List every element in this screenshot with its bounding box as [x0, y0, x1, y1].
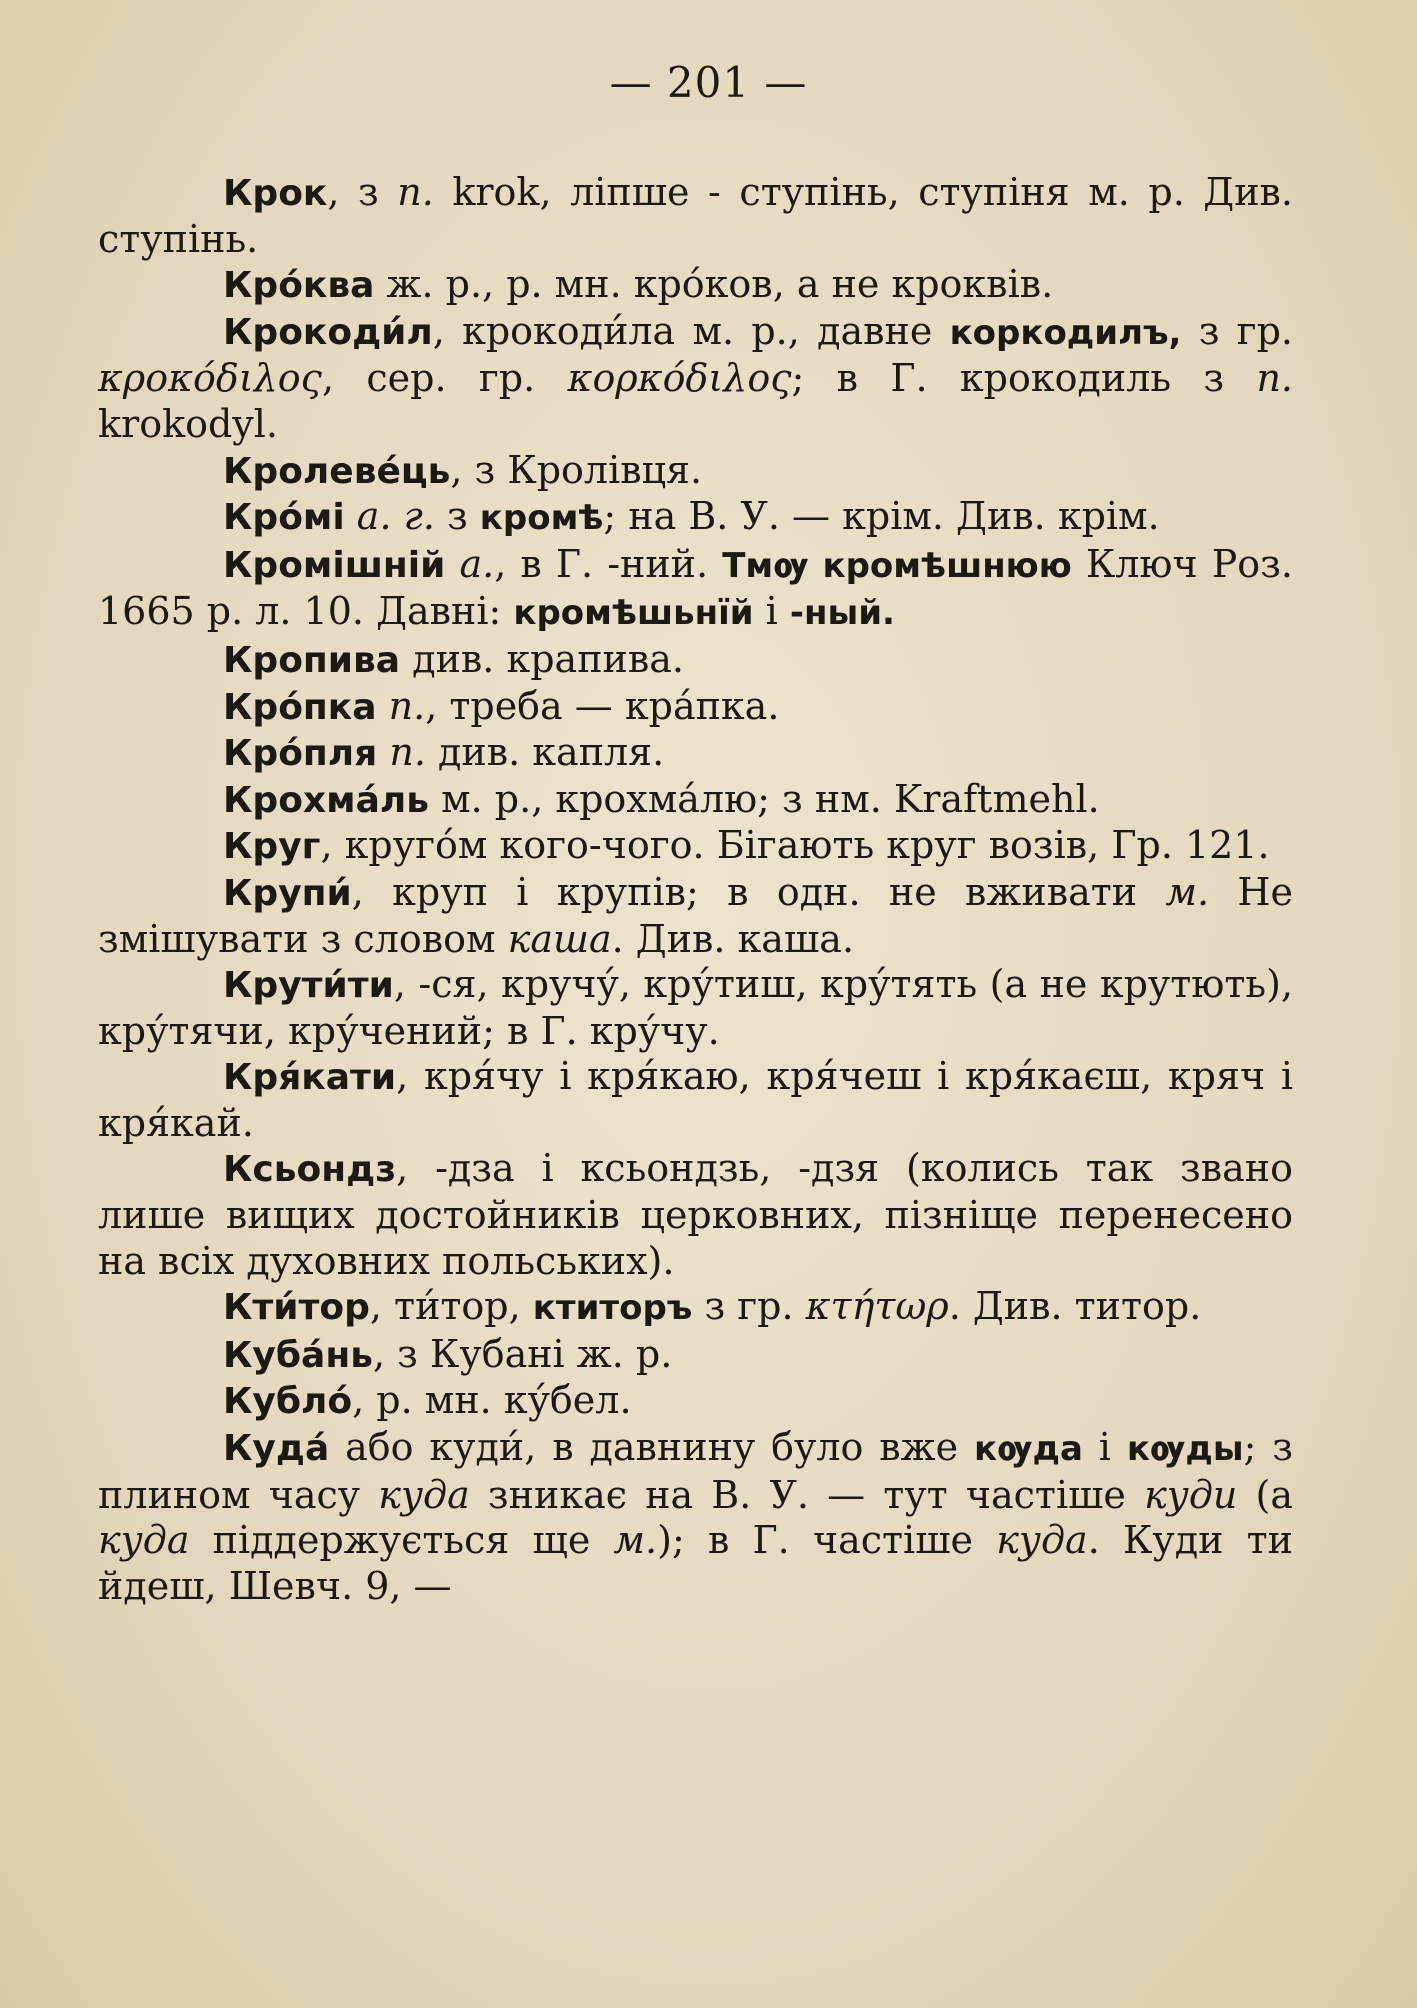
entry-headword: Кромішній — [223, 544, 446, 586]
italic-text: а. г. — [356, 494, 435, 539]
entry-text: (а — [1237, 1472, 1294, 1517]
entry-headword: Кро́ква — [223, 265, 375, 307]
entry-text: , крокоди́ла м. р., давне — [432, 308, 950, 353]
italic-text: м. — [613, 1518, 658, 1563]
entry-text: див. капля. — [425, 730, 665, 775]
italic-text: κτήτωρ — [805, 1284, 949, 1329]
entry-text: зникає на В. У. — тут частіше — [469, 1472, 1145, 1517]
entry-headword: Круг — [223, 826, 321, 868]
entry-headword: Кро́пля — [223, 733, 378, 775]
dictionary-entry — [98, 170, 1293, 262]
entry-text: . Див. титор. — [948, 1284, 1202, 1329]
entry-headword: Крохма́ль — [223, 779, 429, 821]
italic-text: κροκόδιλος — [98, 356, 322, 401]
italic-text: куди — [1144, 1472, 1238, 1517]
entry-text: ; з плином часу — [98, 1425, 1294, 1517]
entry-text: . Куди ти йдеш, Шевч. 9, — — [98, 1518, 1293, 1608]
italic-text: куда — [378, 1472, 470, 1517]
entry-text: з гр. — [1181, 308, 1293, 353]
dictionary-entry — [98, 1054, 1293, 1146]
slavonic-form: ктиторъ — [532, 1288, 693, 1329]
entry-text: , -ся, кручу́, кру́тиш, кру́тять (а не крутють), кру́тячи, кру́чений; в Г. кру́чу. — [98, 962, 1293, 1053]
slavonic-form: кромѣшьнїй — [513, 593, 754, 634]
italic-text: каша — [507, 916, 612, 961]
dictionary-entry — [98, 542, 1293, 637]
entry-headword: Куда́ — [223, 1428, 330, 1470]
entry-text: м. р., крохма́лю; з нм. Kraftmehl. — [429, 776, 1100, 821]
entry-text: , з Кролівця. — [450, 447, 703, 492]
dictionary-entry — [98, 684, 1293, 731]
entry-text: . Див. каша. — [611, 916, 855, 961]
italic-text: м. — [1165, 869, 1210, 914]
entry-text: , сер. гр. — [321, 356, 568, 401]
entry-text: піддержується ще — [189, 1518, 614, 1563]
dictionary-entry — [98, 448, 1293, 495]
entry-text: Ключ Роз. 1665 р. л. 10. Давні: — [98, 541, 1293, 634]
dictionary-entry — [98, 962, 1293, 1054]
entry-text — [377, 730, 389, 774]
italic-text: куда — [98, 1518, 190, 1563]
dictionary-entry — [98, 637, 1293, 684]
entry-text: , треба — кра́пка. — [425, 683, 780, 728]
entry-headword: Крупи́ — [223, 872, 352, 914]
slavonic-form: Тмѹ кромѣшнюю — [722, 545, 1072, 586]
italic-text: п. — [1256, 356, 1293, 401]
entry-text: , круго́м кого-чого. Бігають круг возів, Гр. 121. — [320, 823, 1270, 868]
dictionary-entry — [98, 1332, 1293, 1379]
slavonic-form: кѹда — [973, 1429, 1083, 1470]
dictionary-entries — [98, 170, 1293, 1609]
dictionary-entry — [98, 1146, 1293, 1284]
entry-text: , кря́чу і кря́каю, кря́чеш і кря́каєш, кряч і кря́кай. — [98, 1054, 1293, 1145]
entry-text: з — [434, 494, 480, 539]
entry-headword: Кро́мі — [223, 497, 345, 539]
entry-text — [345, 494, 357, 538]
entry-text: krokodyl. — [98, 401, 278, 446]
entry-text: або куди́, в давнину було вже — [329, 1425, 974, 1470]
dictionary-entry — [98, 823, 1293, 870]
entry-text: ; в Г. крокодиль з — [791, 356, 1257, 401]
entry-text — [445, 542, 459, 586]
entry-headword: Крокоди́л — [223, 311, 433, 353]
entry-headword: Кти́тор — [223, 1287, 370, 1329]
entry-headword: Кролеве́ць — [223, 450, 451, 492]
entry-text: і — [753, 589, 790, 634]
slavonic-form: коркодилъ, — [949, 312, 1182, 353]
entry-text: з гр. — [692, 1284, 806, 1329]
entry-headword: Кропива — [223, 639, 401, 681]
entry-text: ; на В. У. — крім. Див. крім. — [603, 494, 1160, 539]
entry-text: і — [1082, 1425, 1127, 1470]
entry-text: , в Г. -ний. — [494, 541, 723, 586]
entry-text: ); в Г. частіше — [657, 1518, 997, 1563]
entry-headword: Крути́ти — [223, 965, 394, 1007]
dictionary-entry — [98, 1425, 1293, 1609]
italic-text: п. — [389, 730, 426, 775]
slavonic-form: кромѣ — [479, 498, 604, 539]
entry-headword: Ксьондз — [223, 1149, 397, 1191]
slavonic-form: кѹды — [1126, 1429, 1244, 1470]
dictionary-entry — [98, 1378, 1293, 1425]
entry-headword: Кубло́ — [223, 1381, 353, 1423]
dictionary-entry — [98, 777, 1293, 824]
italic-text: п. — [397, 170, 434, 214]
page-number: — 201 — — [609, 58, 808, 107]
dictionary-entry — [98, 494, 1293, 542]
entry-headword: Крок — [223, 173, 328, 214]
entry-text — [377, 684, 389, 728]
entry-headword: Кря́кати — [223, 1057, 397, 1099]
entry-text: див. крапива. — [400, 636, 684, 681]
italic-text: куда — [996, 1518, 1088, 1563]
entry-text: , з Кубані ж. р. — [372, 1331, 673, 1376]
italic-text: а. — [459, 541, 495, 586]
dictionary-entry — [98, 730, 1293, 777]
entry-text: Не змішувати з словом — [98, 869, 1293, 961]
italic-text: κορκόδιλος — [567, 356, 792, 401]
italic-text: п. — [388, 683, 426, 728]
dictionary-entry — [98, 262, 1293, 309]
entry-headword: Кро́пка — [223, 686, 377, 728]
entry-text: ж. р., р. мн. кро́ков, а не кроквів. — [374, 262, 1054, 307]
entry-text: krok, ліпше - ступінь, ступіня м. р. Див. ступінь. — [98, 170, 1294, 261]
entry-text: , круп і крупів; в одн. не вживати — [351, 869, 1166, 914]
dictionary-entry — [98, 1284, 1293, 1332]
entry-text: , р. мн. ку́бел. — [352, 1378, 632, 1423]
entry-text: , -дза і ксьондзь, -дзя (колись так звано лише вищих достойників церковних, пізніще перенесено на всіх духовних польських). — [98, 1146, 1293, 1283]
slavonic-form: -ный. — [789, 593, 895, 634]
entry-text: , ти́тор, — [369, 1284, 533, 1329]
entry-headword: Куба́нь — [223, 1334, 373, 1376]
dictionary-entry — [98, 870, 1293, 962]
dictionary-entry — [98, 309, 1293, 448]
entry-text: , з — [327, 170, 398, 214]
